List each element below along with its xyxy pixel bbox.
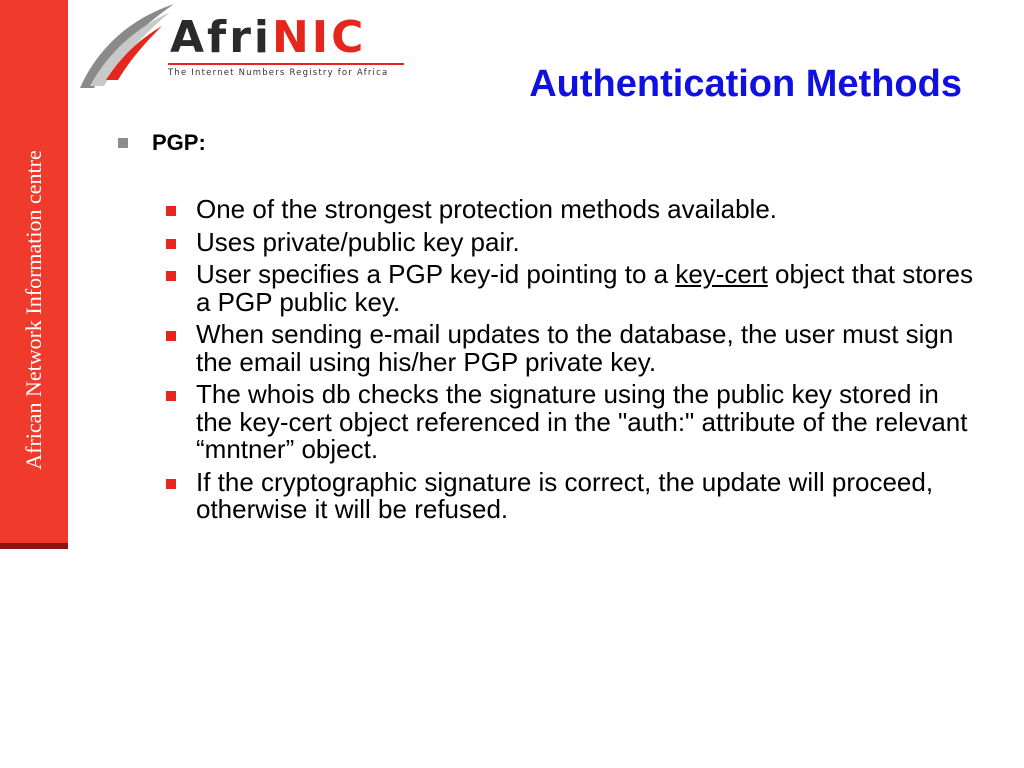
bullet-item	[166, 381, 976, 464]
logo-underline	[168, 63, 404, 65]
logo-tagline: The Internet Numbers Registry for Africa	[168, 68, 389, 78]
logo-swoosh-icon	[76, 2, 176, 90]
bullet-text-post: object that stores a PGP public key.	[196, 259, 974, 317]
sidebar-band	[0, 0, 68, 543]
key-cert-link[interactable]: key-cert	[675, 259, 768, 289]
bullet-text	[196, 261, 976, 316]
square-bullet-icon	[166, 391, 176, 401]
square-bullet-icon	[166, 239, 176, 249]
logo-wordmark-nic: NIC	[271, 12, 367, 63]
bullet-text-pre: User specifies a PGP key-id pointing to a	[196, 259, 676, 289]
afrinic-logo	[76, 2, 416, 90]
bullet-text: Uses private/public key pair.	[196, 226, 520, 257]
square-bullet-icon	[166, 331, 176, 341]
square-bullet-icon	[166, 479, 176, 489]
logo-wordmark-afri: Afri	[170, 12, 272, 63]
bullet-text: If the cryptographic signature is correct, the update will proceed, otherwise it will be refused.	[196, 466, 934, 524]
bullet-item	[166, 226, 976, 257]
bullet-text: The whois db checks the signature using the public key stored in the key-cert object referenced in the "auth:" attribute of the relevant “mntner” object.	[196, 379, 968, 464]
bullet-level1-label: PGP:	[152, 130, 206, 155]
sidebar-label: African Network Information centre	[21, 150, 46, 470]
bullet-text: When sending e-mail updates to the database, the user must sign the email using his/her PGP private key.	[196, 319, 954, 377]
square-bullet-icon	[166, 271, 176, 281]
slide-title: Authentication Methods	[529, 63, 962, 105]
bullet-text: One of the strongest protection methods available.	[196, 194, 778, 224]
bullet-item	[166, 321, 976, 376]
square-bullet-icon	[118, 138, 128, 148]
bullet-item	[166, 466, 976, 524]
logo-wordmark	[170, 12, 366, 64]
bullet-item	[166, 261, 976, 316]
bullet-list	[166, 196, 976, 529]
sidebar-shadow	[0, 543, 68, 549]
bullet-level1	[118, 130, 206, 156]
bullet-item	[166, 196, 976, 224]
square-bullet-icon	[166, 206, 176, 216]
